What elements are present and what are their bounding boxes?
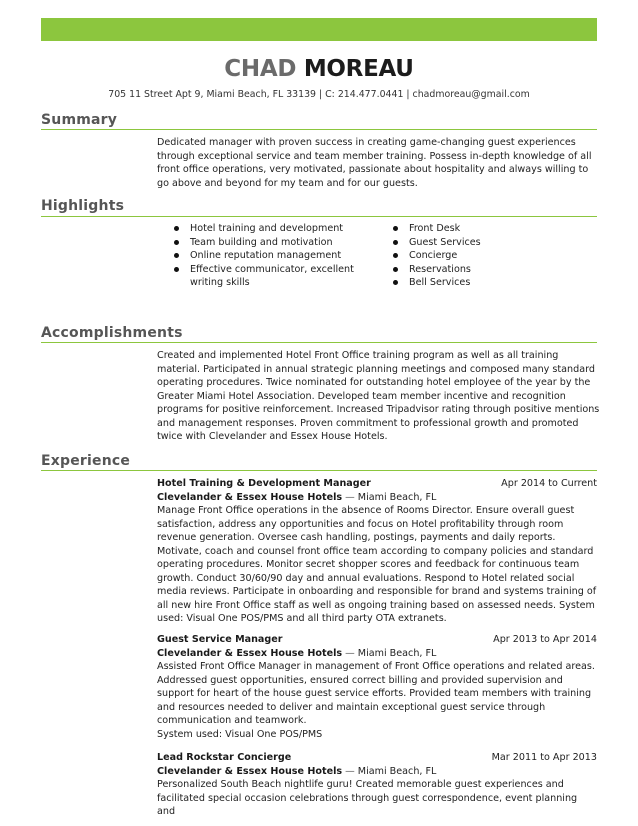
section-title-accomplishments: Accomplishments bbox=[41, 325, 183, 341]
job-employer bbox=[157, 647, 597, 661]
list-item: Reservations bbox=[393, 263, 583, 277]
first-name: CHAD bbox=[224, 56, 297, 82]
list-item: Concierge bbox=[393, 249, 583, 263]
section-divider bbox=[41, 470, 597, 471]
highlights-list-left bbox=[174, 222, 364, 290]
job-dates: Apr 2014 to Current bbox=[501, 478, 597, 489]
section-divider bbox=[41, 342, 597, 343]
section-title-highlights: Highlights bbox=[41, 198, 125, 214]
job-entry bbox=[157, 633, 597, 741]
job-location: Miami Beach, FL bbox=[357, 647, 437, 659]
job-location: Miami Beach, FL bbox=[357, 765, 437, 777]
job-description: Personalized South Beach nightlife guru! Created memorable guest experiences and facilitated special occasion celebrations through guest correspondence, event planning and bbox=[157, 779, 578, 817]
separator: — bbox=[345, 491, 355, 503]
separator: — bbox=[345, 765, 355, 777]
job-entry bbox=[157, 477, 597, 626]
job-header bbox=[157, 633, 597, 647]
highlights-list-right bbox=[393, 222, 583, 290]
list-item: Effective communicator, excellent writing skills bbox=[174, 263, 364, 290]
summary-paragraph: Dedicated manager with proven success in creating game-changing guest experiences through exceptional service and team member training. Possess in-depth knowledge of all front office operations, very motivated, passionate about hospitality and always willing to go above and beyond for my team and for our guests. bbox=[157, 137, 592, 189]
company-name: Clevelander & Essex House Hotels bbox=[157, 647, 343, 659]
list-item: Online reputation management bbox=[174, 249, 364, 263]
job-employer bbox=[157, 765, 597, 779]
last-name: MOREAU bbox=[303, 56, 414, 82]
list-item: Hotel training and development bbox=[174, 222, 364, 236]
job-dates: Apr 2013 to Apr 2014 bbox=[493, 634, 597, 645]
job-dates: Mar 2011 to Apr 2013 bbox=[491, 752, 597, 763]
list-item: Guest Services bbox=[393, 236, 583, 250]
header-accent-bar bbox=[41, 18, 597, 41]
job-description: Manage Front Office operations in the absence of Rooms Director. Ensure overall guest satisfaction, address any opportunities and focus on Hotel profitability through room revenue generation. Oversee cash handling, postings, payments and daily reports. Motivate, coach and counsel front office team according to company policies and standard operating procedures. Monitor secret shopper scores and feedback for continuous team growth. Conduct 30/60/90 day and annual evaluations. Respond to Hotel related social media reviews. Participate in onboarding and responsible for brand and systems training of all new hire Front Office staff as well as ongoing training based on assessed needs. System used: Visual One POS/PMS and all third party OTA extranets. bbox=[157, 505, 597, 624]
candidate-name bbox=[0, 56, 638, 82]
accomplishments-paragraph: Created and implemented Hotel Front Office training program as well as all training material. Participated in annual strategic planning meetings and composed many standard operating procedures. Twice nominated for outstanding hotel employee of the year by the Greater Miami Hotel Association. Developed team member incentive and recognition programs for positive reinforcement. Increased Tripadvisor rating through positive mentions and management responses. Proven commitment to professional growth and promoted twice with Clevelander and Essex House Hotels. bbox=[157, 350, 600, 442]
job-title: Hotel Training & Development Manager bbox=[157, 478, 371, 489]
separator: — bbox=[345, 647, 355, 659]
job-employer bbox=[157, 491, 597, 505]
job-header bbox=[157, 477, 597, 491]
company-name: Clevelander & Essex House Hotels bbox=[157, 491, 343, 503]
summary-text bbox=[157, 136, 602, 190]
section-divider bbox=[41, 129, 597, 130]
job-entry bbox=[157, 751, 597, 819]
list-item: Front Desk bbox=[393, 222, 583, 236]
contact-line: 705 11 Street Apt 9, Miami Beach, FL 33139 | C: 214.477.0441 | chadmoreau@gmail.com bbox=[108, 89, 530, 100]
list-item: Bell Services bbox=[393, 276, 583, 290]
company-name: Clevelander & Essex House Hotels bbox=[157, 765, 343, 777]
section-title-experience: Experience bbox=[41, 453, 131, 469]
section-title-summary: Summary bbox=[41, 112, 118, 128]
job-title: Lead Rockstar Concierge bbox=[157, 752, 292, 763]
job-location: Miami Beach, FL bbox=[357, 491, 437, 503]
job-title: Guest Service Manager bbox=[157, 634, 283, 645]
section-divider bbox=[41, 216, 597, 217]
job-header bbox=[157, 751, 597, 765]
list-item: Team building and motivation bbox=[174, 236, 364, 250]
accomplishments-text bbox=[157, 349, 602, 444]
job-description: Assisted Front Office Manager in management of Front Office operations and related areas. Addressed guest opportunities, ensured correct billing and provided supervision and support for heart of the house guest service efforts. Provided team members with training and resources needed to deliver and maintain exceptional guest service through communication and teamwork. bbox=[157, 661, 595, 726]
job-system: System used: Visual One POS/PMS bbox=[157, 728, 323, 740]
